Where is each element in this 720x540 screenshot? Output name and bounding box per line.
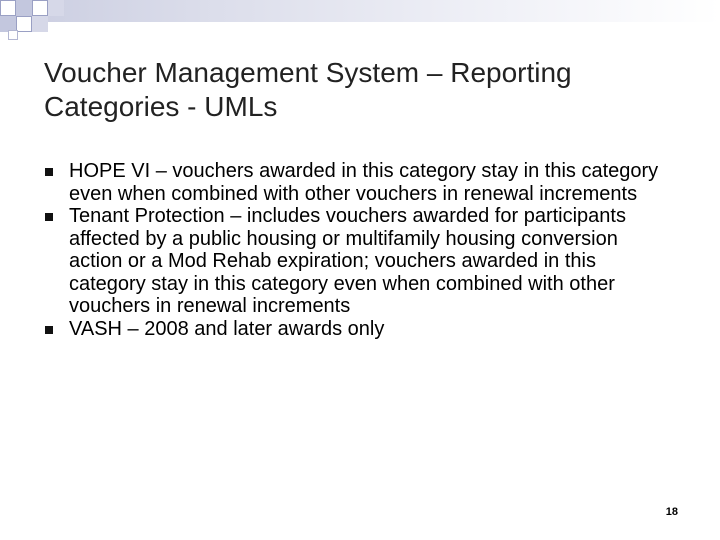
bullet-text: HOPE VI – vouchers awarded in this category stay in this category even when combined with other vouchers in renewal increments: [69, 160, 659, 205]
checker-square: [8, 30, 18, 40]
bullet-item-vash: [44, 318, 664, 341]
checker-square: [48, 0, 64, 16]
bullet-text: Tenant Protection – includes vouchers awarded for participants affected by a public housing or multifamily housing conversion action or a Mod Rehab expiration; vouchers awarded in this category stay in this category even when combined with other vouchers in renewal increments: [69, 205, 626, 317]
checker-square: [0, 0, 16, 16]
bullet-text: VASH – 2008 and later awards only: [69, 317, 385, 340]
slide-title: [44, 56, 684, 124]
slide-title-line-1: Voucher Management System – Reporting: [44, 57, 572, 88]
square-bullet-icon: [45, 168, 53, 176]
page-number: 18: [665, 506, 678, 518]
slide-title-line-2: Categories - UMLs: [44, 91, 278, 122]
checker-square: [16, 0, 32, 16]
checker-square: [32, 0, 48, 16]
decorative-header-band: [0, 0, 720, 40]
bullet-item-tenant-protection: [44, 205, 664, 318]
checker-square: [32, 16, 48, 32]
square-bullet-icon: [45, 213, 53, 221]
square-bullet-icon: [45, 326, 53, 334]
checker-square: [16, 16, 32, 32]
header-gradient: [0, 0, 720, 22]
bullet-item-hope-vi: [44, 160, 664, 205]
bullet-list: [44, 160, 664, 340]
